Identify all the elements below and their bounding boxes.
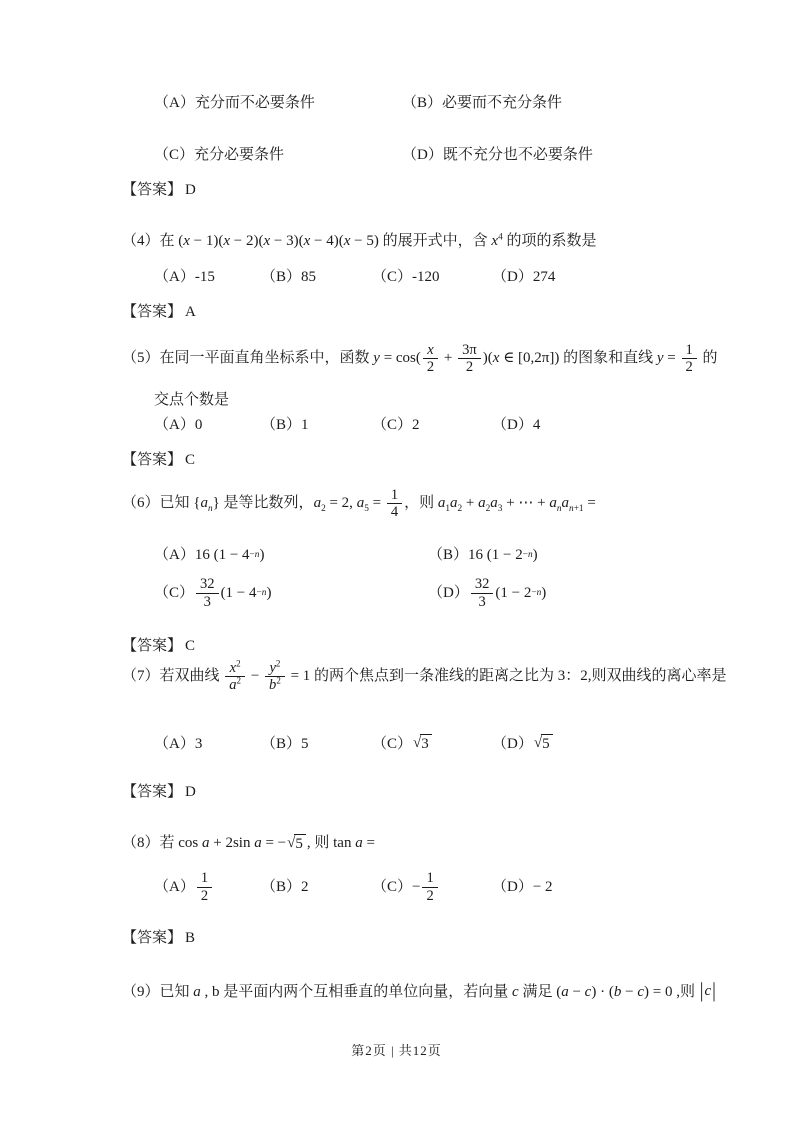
answer-label: 【答案】	[122, 638, 183, 654]
question-4-option-a: （A）-15	[154, 268, 215, 285]
question-4-option-c: （C）-120	[372, 268, 440, 285]
answer-label: 【答案】	[122, 784, 183, 800]
answer-letter: B	[185, 930, 196, 946]
question-3-options-row-1	[122, 88, 782, 118]
answer-letter: C	[185, 452, 196, 468]
question-6-stem: （6）已知 $\{a_n\}$ 是等比数列，$a_2 = 2$, $a_5$ = $\frac{1}{4}$ ，则 $a_1a_2 + a_2a_3$ + ⋯ + $a_na_{n+1}$ =	[122, 487, 596, 521]
question-6-options-row-2	[122, 568, 782, 618]
answer-letter: A	[185, 304, 196, 320]
question-3-option-d: （D）既不充分也不必要条件	[402, 146, 593, 163]
question-7-options-row	[122, 727, 782, 761]
answer-label: 【答案】	[122, 182, 183, 198]
question-3-option-b: （B）必要而不充分条件	[402, 94, 563, 111]
answer-letter: D	[185, 182, 196, 198]
question-6-option-d: （D） $\frac{32}{3}$ (1 − 2 −n )	[428, 576, 547, 610]
question-3-option-c: （C）充分必要条件	[154, 146, 285, 163]
question-4-options-row	[122, 262, 782, 292]
question-5-options-row	[122, 410, 782, 440]
question-4-option-b: （B）85	[261, 268, 317, 285]
question-3-options-row-2	[122, 140, 782, 170]
answer-label: 【答案】	[122, 452, 183, 468]
question-8-option-c: （C）− $\frac{1}{2}$	[372, 870, 492, 904]
question-5-option-b: （B）1	[261, 416, 309, 433]
question-5-stem: （5）在同一平面直角坐标系中，函数 y = cos( $\frac{x}{2}$ + $\frac{3\pi}{2}$ )(x ∈ [0,2π]) 的图象和直线 y = $\frac{1}{2}$ 的	[122, 342, 718, 376]
answer-label: 【答案】	[122, 304, 183, 320]
question-6-option-c: （C） $\frac{32}{3}$ (1 − 4 −n )	[154, 576, 272, 610]
question-8-options-row	[122, 862, 782, 912]
question-3-answer	[122, 180, 196, 200]
question-5-option-a: （A）0	[154, 416, 203, 433]
answer-letter: D	[185, 784, 196, 800]
question-7-stem: （7）若双曲线 $\frac{x^2}{a^2}$ − $\frac{y^2}{b^2}$ = 1 的两个焦点到一条准线的距离之比为 3：2,则双曲线的离心率是	[122, 658, 727, 694]
question-8-answer	[122, 928, 195, 948]
question-4-answer	[122, 302, 196, 322]
answer-letter: C	[185, 638, 196, 654]
question-5-option-c: （C）2	[372, 416, 420, 433]
question-5-answer	[122, 450, 195, 470]
question-4-option-d: （D）274	[492, 268, 556, 285]
question-6-option-b: （B）16 (1 − 2 −n )	[428, 546, 538, 563]
question-7-option-a: （A）3	[154, 735, 203, 752]
question-7-option-d: （D） √ 5	[492, 734, 632, 754]
question-8-option-d: （D）− 2	[492, 878, 553, 895]
question-7-option-c: （C） √ 3	[372, 734, 492, 754]
question-7-answer	[122, 782, 196, 802]
question-6-options-row-1	[122, 540, 782, 570]
answer-label: 【答案】	[122, 930, 183, 946]
question-4-stem: （4）在 (x − 1)(x − 2)(x − 3)(x − 4)(x − 5) 的展开式中，含 $x^4$ 的项的系数是	[122, 232, 597, 249]
question-8-option-b: （B）2	[261, 878, 309, 895]
question-5-stem-line-2: 交点个数是	[154, 392, 230, 408]
question-8-stem: （8）若 cos a + 2sin a = − √ 5 , 则 tan a =	[122, 835, 375, 852]
page-footer	[0, 1040, 793, 1059]
question-3-option-a: （A）充分而不必要条件	[154, 94, 315, 111]
question-6-answer	[122, 636, 195, 656]
page-indicator: 第2页 | 共12页	[351, 1043, 442, 1058]
question-9-stem: （9）已知 a , b 是平面内两个互相垂直的单位向量，若向量 c 满足 (a − c) · (b − c) = 0 ,则 | c |	[122, 978, 716, 1003]
question-5-option-d: （D）4	[492, 416, 541, 433]
question-8-option-a: （A） $\frac{1}{2}$	[154, 870, 261, 904]
question-7-option-b: （B）5	[261, 735, 309, 752]
question-6-option-a: （A）16 (1 − 4 −n )	[154, 546, 265, 563]
